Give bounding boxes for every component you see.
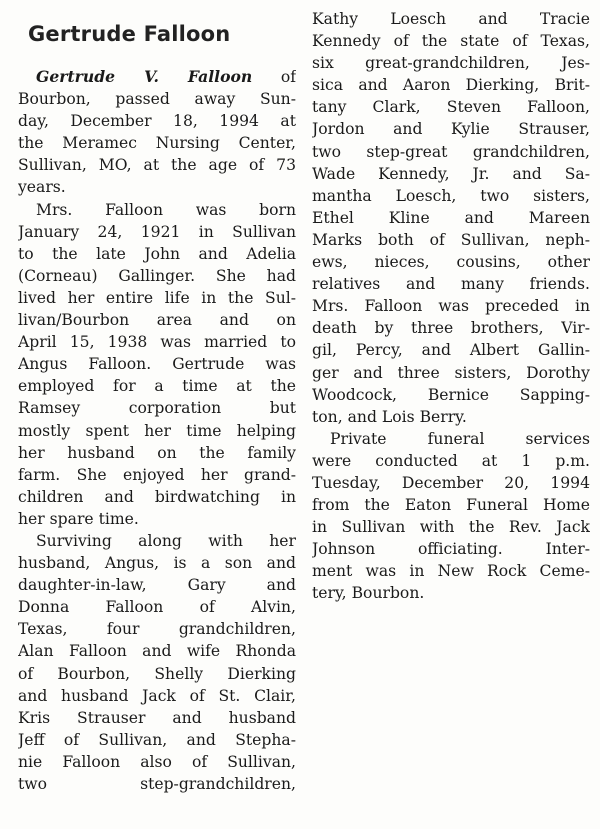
text-line: daughter-in-law, Gary and [18, 576, 296, 595]
text-line: (Corneau) Gallinger. She had [18, 266, 296, 285]
text-line: gil, Percy, and Albert Gallin- [312, 341, 590, 360]
text-line: Wade Kennedy, Jr. and Sa- [312, 164, 590, 183]
text-line: sica and Aaron Dierking, Brit- [312, 76, 590, 95]
text-line: two step-grandchildren, [18, 775, 296, 793]
text-line: January 24, 1921 in Sullivan [18, 222, 296, 241]
text-line: from the Eaton Funeral Home [312, 496, 590, 515]
left-column [18, 22, 296, 795]
text-line: of Bourbon, Shelly Dierking [18, 664, 296, 683]
text-line: to the late John and Adelia [18, 244, 296, 263]
text-line: Mrs. Falloon was born [36, 200, 296, 219]
text-line: Ethel Kline and Mareen [312, 208, 590, 227]
text-line: her spare time. [18, 509, 139, 528]
text-line: farm. She enjoyed her grand- [18, 465, 296, 484]
text-line: husband, Angus, is a son and [18, 554, 296, 573]
text-line: Kathy Loesch and Tracie [312, 10, 590, 28]
text-line: two step-great grandchildren, [312, 142, 590, 161]
text-line: April 15, 1938 was married to [18, 333, 296, 352]
text-line: death by three brothers, Vir- [312, 319, 590, 338]
text-line: six great-grandchildren, Jes- [312, 54, 590, 73]
text-line: mantha Loesch, two sisters, [312, 186, 590, 205]
text-line: Jordon and Kylie Strauser, [312, 120, 590, 139]
paragraph-biography [18, 199, 296, 530]
text-line: lived her entire life in the Sul- [18, 288, 296, 307]
text-line: employed for a time at the [18, 377, 296, 396]
text-line: Angus Falloon. Gertrude was [18, 355, 296, 374]
headline: Gertrude Falloon [28, 22, 231, 46]
text-line: Tuesday, December 20, 1994 [312, 473, 590, 492]
text-line: Bourbon, passed away Sun- [18, 90, 296, 109]
text-line: Marks both of Sullivan, neph- [312, 230, 590, 249]
text-line: Woodcock, Bernice Sapping- [312, 385, 590, 404]
text-line: Johnson officiating. Inter- [312, 540, 590, 559]
paragraph-survivors [18, 530, 296, 795]
text-line: Texas, four grandchildren, [18, 620, 296, 639]
text-line: Mrs. Falloon was preceded in [312, 297, 590, 316]
text-line: Jeff of Sullivan, and Stepha- [18, 730, 296, 749]
text-line: Private funeral services [330, 429, 590, 448]
text-line: ment was in New Rock Ceme- [312, 562, 590, 581]
text-line: Gertrude V. Falloon of [36, 67, 296, 86]
text-line: Kennedy of the state of Texas, [312, 32, 590, 51]
deceased-name: Gertrude V. Falloon [36, 67, 253, 86]
text-line: tery, Bourbon. [312, 584, 425, 603]
text-line: tany Clark, Steven Falloon, [312, 98, 590, 117]
text-line: in Sullivan with the Rev. Jack [312, 518, 590, 537]
text-line: livan/Bourbon area and on [18, 311, 296, 330]
text-line: children and birdwatching in [18, 487, 296, 506]
text-line: ger and three sisters, Dorothy [312, 363, 590, 382]
text-line: Surviving along with her [36, 531, 296, 550]
right-column [312, 8, 590, 605]
text-line: ton, and Lois Berry. [312, 407, 467, 426]
text-line: the Meramec Nursing Center, [18, 134, 296, 153]
text-line: relatives and many friends. [312, 275, 590, 294]
text-line: Donna Falloon of Alvin, [18, 598, 296, 617]
text-line: Ramsey corporation but [18, 399, 296, 418]
text-line: Kris Strauser and husband [18, 708, 296, 727]
text-line: Alan Falloon and wife Rhonda [18, 642, 296, 661]
text-line: and husband Jack of St. Clair, [18, 686, 296, 705]
paragraph-services [312, 428, 590, 605]
text-line: her husband on the family [18, 443, 296, 462]
paragraph-survivors-continued [312, 8, 590, 428]
paragraph-intro [18, 66, 296, 199]
text-line: Sullivan, MO, at the age of 73 [18, 156, 296, 175]
text-line: ews, nieces, cousins, other [312, 253, 590, 272]
text-line: mostly spent her time helping [18, 421, 296, 440]
text-line: nie Falloon also of Sullivan, [18, 752, 296, 771]
text-line: years. [18, 178, 66, 197]
text-line: were conducted at 1 p.m. [312, 451, 590, 470]
text-line: day, December 18, 1994 at [18, 112, 296, 131]
